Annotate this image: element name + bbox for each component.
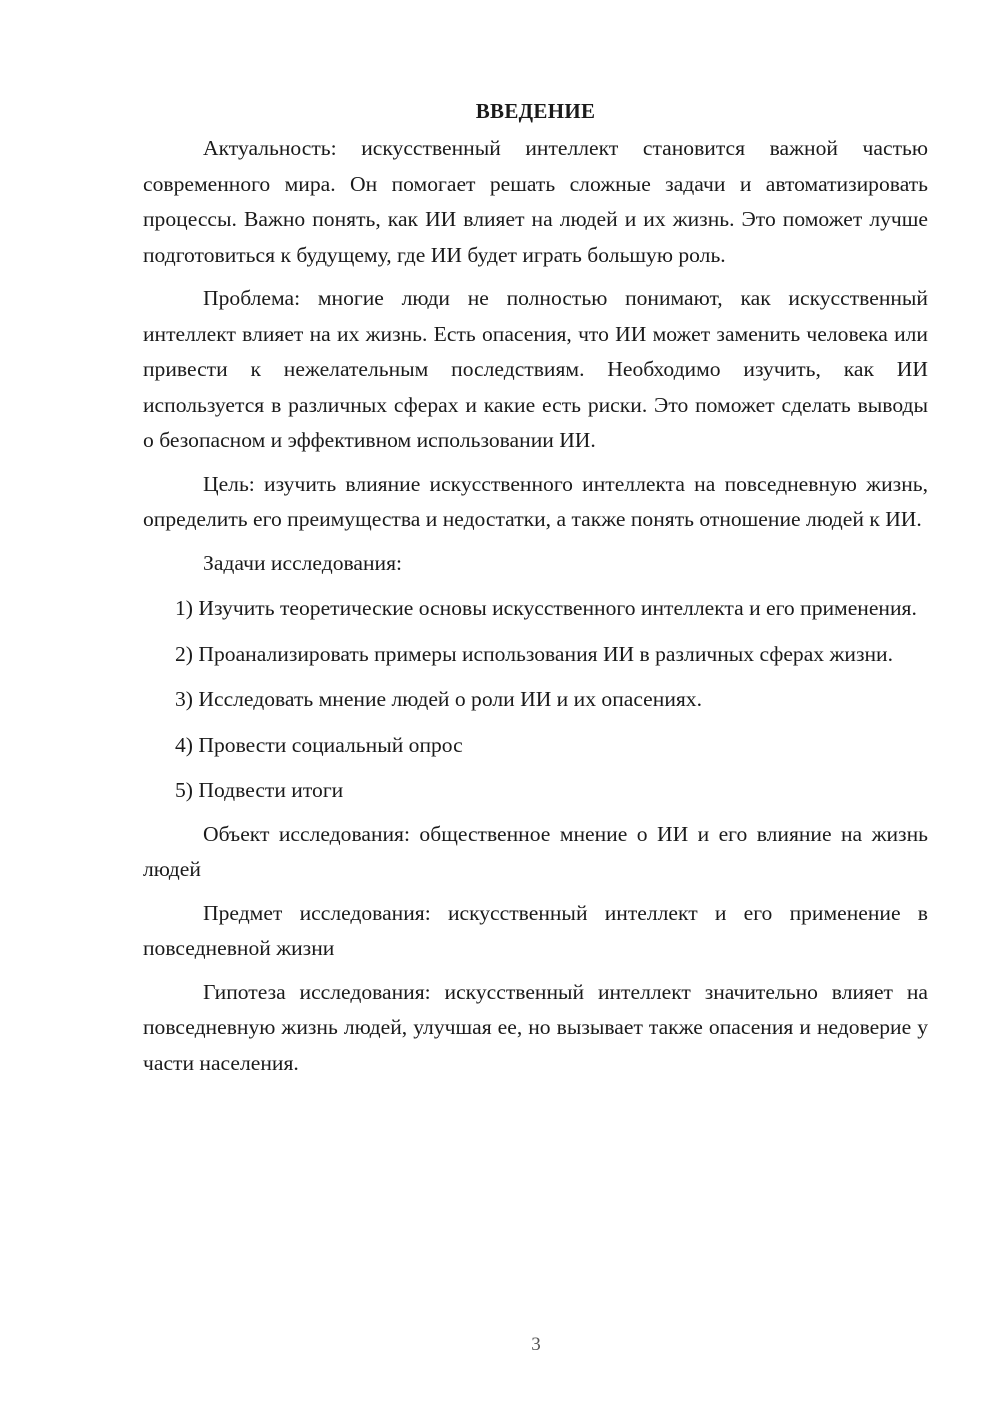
tasks-heading: Задачи исследования: [203,550,403,575]
list-item-task-2: 2) Проанализировать примеры использования ИИ в различных сферах жизни. [175,641,894,666]
paragraph-object: Объект исследования: общественное мнение о ИИ и его влияние на жизнь людей [143,821,928,881]
page-number: 3 [531,1334,541,1355]
list-item-task-3: 3) Исследовать мнение людей о роли ИИ и их опасениях. [175,687,703,711]
list-item-task-4: 4) Провести социальный опрос [175,732,463,757]
paragraph-goal: Цель: изучить влияние искусственного интеллекта на повседневную жизнь, определить его преимущества и недостатки, а также понять отношение людей к ИИ. [143,471,928,531]
paragraph-subject: Предмет исследования: искусственный интеллект и его применение в повседневной жизни [143,900,928,960]
document-page [143,94,928,1081]
paragraph-problem: Проблема: многие люди не полностью понимают, как искусственный интеллект влияет на их жизнь. Есть опасения, что ИИ может заменить человека или привести к нежелательным последствиям. Необходимо изучить, как ИИ используется в различных сферах и какие есть риски. Это поможет сделать выводы о безопасном и эффективном использовании ИИ. [143,286,928,452]
paragraph-relevance: Актуальность: искусственный интеллект становится важной частью современного мира. Он помогает решать сложные задачи и автоматизировать процессы. Важно понять, как ИИ влияет на людей и их жизнь. Это поможет лучше подготовиться к будущему, где ИИ будет играть большую роль. [143,136,928,267]
paragraph-hypothesis: Гипотеза исследования: искусственный интеллект значительно влияет на повседневную жизнь людей, улучшая ее, но вызывает также опасения и недоверие у части населения. [143,979,928,1075]
page-title: ВВЕДЕНИЕ [475,99,596,123]
list-item-task-5: 5) Подвести итоги [175,778,344,802]
list-item-task-1: 1) Изучить теоретические основы искусственного интеллекта и его применения. [175,596,917,620]
